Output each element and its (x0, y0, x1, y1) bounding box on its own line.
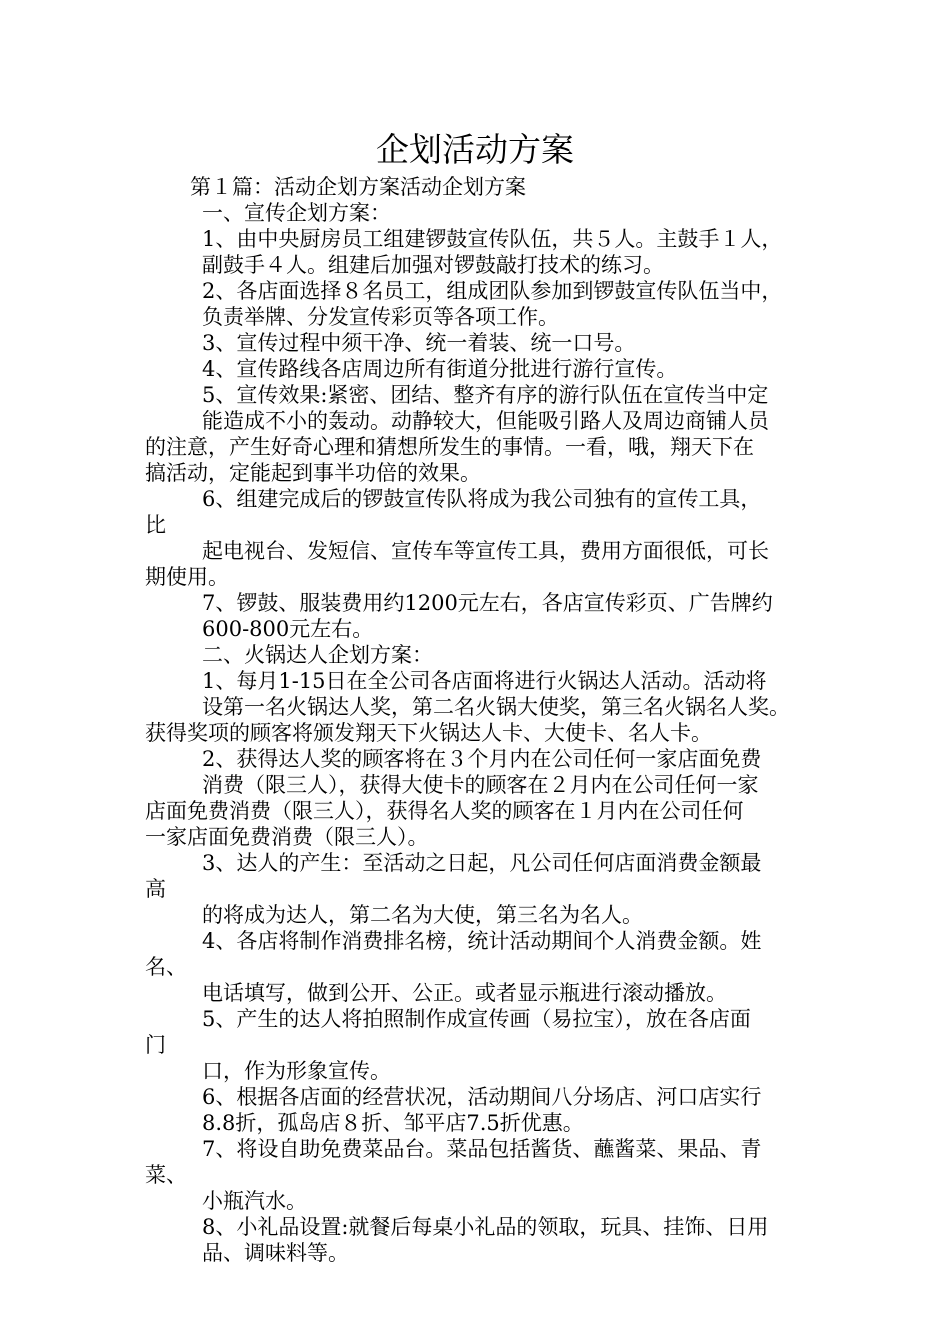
body-line: 8.8折，孤岛店８折、邹平店7.5折优惠。 (202, 1111, 584, 1135)
body-line: 4、宣传路线各店周边所有街道分批进行游行宣传。 (202, 357, 678, 381)
body-line: 的注意，产生好奇心理和猜想所发生的事情。一看，哦，翔天下在 (145, 435, 754, 459)
body-line: 副鼓手４人。组建后加强对锣鼓敲打技术的练习。 (202, 253, 664, 277)
body-line: 5、产生的达人将拍照制作成宣传画（易拉宝），放在各店面 (202, 1007, 751, 1031)
body-line: 2、各店面选择８名员工，组成团队参加到锣鼓宣传队伍当中， (202, 279, 783, 303)
chapter-heading: 第１篇：活动企划方案活动企划方案 (190, 175, 526, 199)
body-line: 菜、 (145, 1163, 187, 1187)
body-line: 口，作为形象宣传。 (202, 1059, 391, 1083)
body-line: 消费（限三人），获得大使卡的顾客在２月内在公司任何一家 (202, 773, 759, 797)
body-line: 负责举牌、分发宣传彩页等各项工作。 (202, 305, 559, 329)
body-line: 6、根据各店面的经营状况，活动期间八分场店、河口店实行 (202, 1085, 762, 1109)
body-line: 店面免费消费（限三人），获得名人奖的顾客在１月内在公司任何 (145, 799, 744, 823)
body-line: 能造成不小的轰动。动静较大，但能吸引路人及周边商铺人员 (202, 409, 769, 433)
body-line: 小瓶汽水。 (202, 1189, 307, 1213)
page-title: 企划活动方案 (376, 130, 574, 169)
body-line: 高 (145, 877, 166, 901)
body-line: 获得奖项的顾客将颁发翔天下火锅达人卡、大使卡、名人卡。 (145, 721, 712, 745)
body-line: 的将成为达人，第二名为大使，第三名为名人。 (202, 903, 643, 927)
body-line: 期使用。 (145, 565, 229, 589)
body-line: 3、宣传过程中须干净、统一着装、统一口号。 (202, 331, 636, 355)
body-line: 搞活动，定能起到事半功倍的效果。 (145, 461, 481, 485)
body-line: 7、将设自助免费菜品台。菜品包括酱货、蘸酱菜、果品、青 (202, 1137, 762, 1161)
body-line: 3、达人的产生：至活动之日起，凡公司任何店面消费金额最 (202, 851, 762, 875)
body-line: 7、锣鼓、服装费用约1200元左右，各店宣传彩页、广告牌约 (202, 591, 773, 615)
body-line: 品、调味料等。 (202, 1241, 349, 1265)
body-line: 6、组建完成后的锣鼓宣传队将成为我公司独有的宣传工具， (202, 487, 762, 511)
body-line: 门 (145, 1033, 166, 1057)
section-heading: 一、宣传企划方案： (202, 201, 391, 225)
body-line: 600-800元左右。 (202, 617, 374, 641)
body-line: 1、由中央厨房员工组建锣鼓宣传队伍，共５人。主鼓手１人， (202, 227, 783, 251)
body-line: 8、小礼品设置:就餐后每桌小礼品的领取，玩具、挂饰、日用 (202, 1215, 769, 1239)
body-line: 5、宣传效果:紧密、团结、整齐有序的游行队伍在宣传当中定 (202, 383, 769, 407)
section-heading: 二、火锅达人企划方案： (202, 643, 433, 667)
body-line: 2、获得达人奖的顾客将在３个月内在公司任何一家店面免费 (202, 747, 762, 771)
body-line: 起电视台、发短信、宣传车等宣传工具，费用方面很低，可长 (202, 539, 769, 563)
body-line: 设第一名火锅达人奖，第二名火锅大使奖，第三名火锅名人奖。 (202, 695, 790, 719)
body-line: 1、每月1-15日在全公司各店面将进行火锅达人活动。活动将 (202, 669, 767, 693)
body-line: 电话填写，做到公开、公正。或者显示瓶进行滚动播放。 (202, 981, 727, 1005)
body-line: 4、各店将制作消费排名榜，统计活动期间个人消费金额。姓 (202, 929, 762, 953)
body-line: 名、 (145, 955, 187, 979)
body-line: 比 (145, 513, 166, 537)
body-line: 一家店面免费消费（限三人）。 (145, 825, 429, 849)
